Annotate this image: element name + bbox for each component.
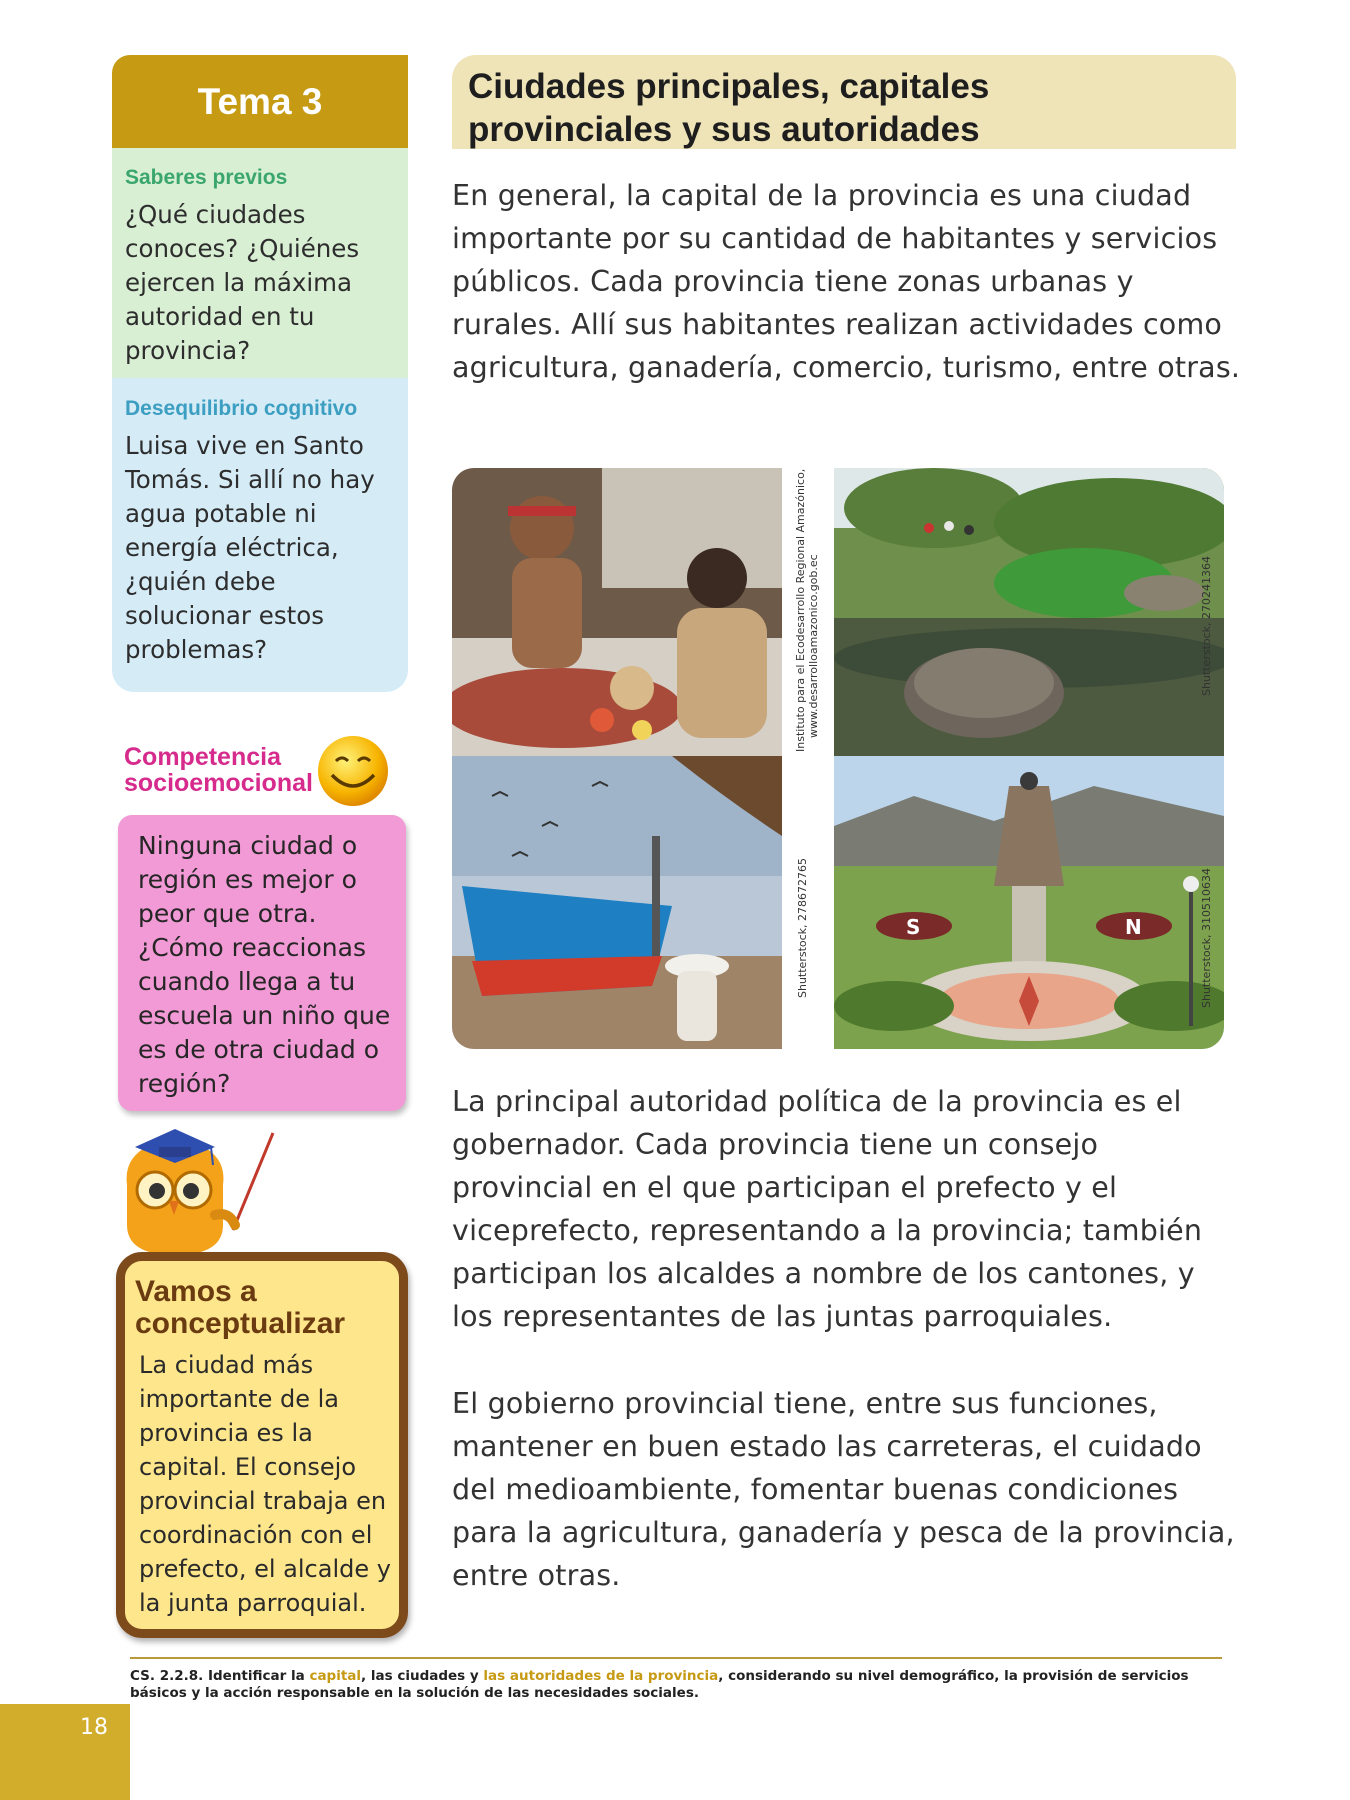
vamos-conceptualizar-text: La ciudad más importante de la provincia es la capital. El consejo provincial trabaja en coordinación con el prefecto, el alcalde y la junta parroquial.: [139, 1351, 391, 1617]
page-number-tab: [0, 1704, 130, 1800]
standard-code: CS. 2.2.8. Identificar la: [130, 1668, 310, 1684]
desequilibrio-cognitivo-text: Luisa vive en Santo Tomás. Si allí no hay agua potable ni energía eléctrica, ¿quién debe solucionar estos problemas?: [125, 431, 375, 664]
page-number: 18: [80, 1715, 108, 1740]
photo-credit-1-line1: Instituto para el Ecodesarrollo Regional Amazónico,: [794, 468, 807, 752]
photo-credit-2: Shutterstock, 270241364: [1200, 555, 1213, 696]
title-band: [452, 55, 1236, 149]
tema-label: Tema 3: [112, 55, 408, 148]
desequilibrio-cognitivo-title: Desequilibrio cognitivo: [125, 397, 358, 420]
smiley-icon: [314, 731, 392, 809]
tema-card: [112, 55, 408, 692]
competencia-title-line1: Competencia: [124, 743, 281, 771]
svg-text:N: N: [1125, 915, 1142, 939]
fishing-boat-photo: [452, 756, 782, 1049]
intro-paragraph: En general, la capital de la provincia es una ciudad importante por su cantidad de habitantes y servicios públicos. Cada provincia tiene zonas urbanas y rurales. Allí sus habitantes realizan actividades como agricultura, ganadería, comercio, turismo, entre otras.: [452, 179, 1241, 384]
standard-text-mid: , las ciudades y: [361, 1668, 484, 1684]
standard-highlight-capital: capital: [309, 1668, 362, 1684]
monument-photo: [834, 756, 1224, 1049]
page-title: [468, 65, 1236, 151]
photo-credit-1-line2: www.desarrolloamazonico.gob.ec: [807, 554, 820, 738]
owl-teacher-icon: [115, 1125, 275, 1255]
vamos-conceptualizar-title: Vamos a conceptualizar: [135, 1275, 346, 1340]
desequilibrio-cognitivo-box: [112, 378, 408, 692]
standard-highlight-authorities: las autoridades de la provincia: [483, 1668, 719, 1684]
competencia-title-line2: socioemocional: [124, 769, 313, 797]
svg-text:S: S: [906, 915, 921, 939]
photo-credit-3: Shutterstock, 278672765: [796, 857, 809, 998]
competencia-box: [118, 815, 406, 1111]
footer-divider: [130, 1657, 1222, 1659]
vamos-conceptualizar-box: [116, 1252, 408, 1638]
functions-paragraph: El gobierno provincial tiene, entre sus funciones, mantener en buen estado las carreteras, el cuidado del medioambiente, fomentar buenas condiciones para la agricultura, ganadería y pesca de la provincia, entre otras.: [452, 1387, 1235, 1592]
photo-credit-4: Shutterstock, 310510634: [1200, 867, 1213, 1008]
saberes-previos-title: Saberes previos: [125, 166, 288, 189]
saberes-previos-text: ¿Qué ciudades conoces? ¿Quiénes ejercen la máxima autoridad en tu provincia?: [125, 200, 360, 365]
page-title-line2: provinciales y sus autoridades: [468, 110, 980, 149]
authority-paragraph: La principal autoridad política de la provincia es el gobernador. Cada provincia tiene un consejo provincial en el que participan el prefecto y el viceprefecto, representando a la provincia; también participan los alcaldes a nombre de los cantones, y los representantes de las juntas parroquiales.: [452, 1085, 1203, 1333]
photo-credit-1: [794, 469, 820, 752]
curriculum-standard: [130, 1668, 1220, 1702]
competencia-text: Ninguna ciudad o región es mejor o peor que otra. ¿Cómo reaccionas cuando llega a tu escuela un niño que es de otra ciudad o región?: [138, 831, 391, 1098]
page-title-line1: Ciudades principales, capitales: [468, 67, 990, 106]
saberes-previos-box: [112, 148, 408, 378]
photo-collage: [452, 468, 1224, 1049]
market-photo: [452, 468, 782, 756]
tortoise-photo: [834, 468, 1224, 756]
competencia-title: [124, 744, 313, 796]
standard-text-rest: , considerando su nivel demográfico, la provisión de servicios básicos y la acción responsable en la solución de las necesidades sociales.: [130, 1668, 1189, 1701]
